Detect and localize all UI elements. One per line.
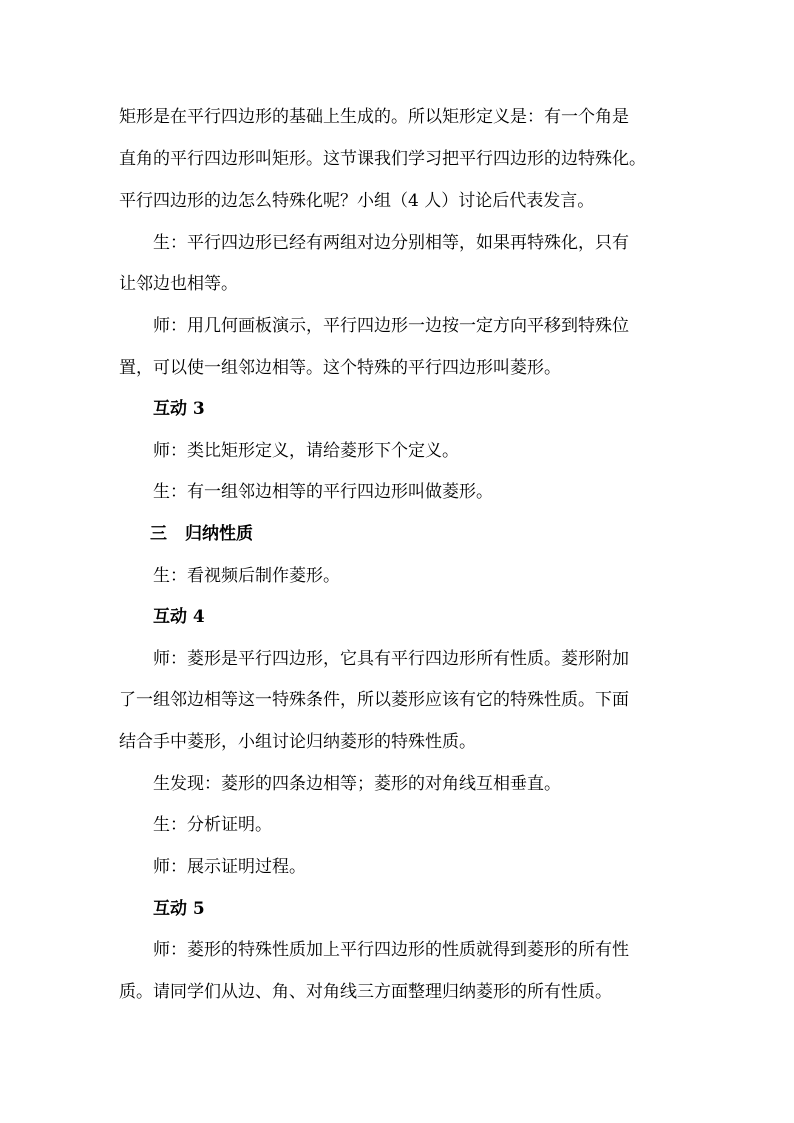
paragraph-line: 生：分析证明。 — [153, 815, 272, 835]
interaction-heading: 互动 3 — [153, 399, 205, 419]
paragraph-line: 质。请同学们从边、角、对角线三方面整理归纳菱形的所有性质。 — [119, 982, 612, 1002]
paragraph-line: 矩形是在平行四边形的基础上生成的。所以矩形定义是：有一个角是 — [119, 107, 629, 127]
paragraph-line: 师：菱形的特殊性质加上平行四边形的性质就得到菱形的所有性 — [153, 940, 629, 960]
paragraph-line: 生：平行四边形已经有两组对边分别相等，如果再特殊化，只有 — [153, 233, 629, 253]
interaction-heading: 互动 5 — [153, 899, 205, 919]
section-title: 归纳性质 — [185, 524, 253, 544]
paragraph-line: 生：看视频后制作菱形。 — [153, 566, 340, 586]
paragraph-line: 了一组邻边相等这一特殊条件，所以菱形应该有它的特殊性质。下面 — [119, 690, 629, 710]
paragraph-line: 置，可以使一组邻边相等。这个特殊的平行四边形叫菱形。 — [119, 358, 561, 378]
section-number: 三 — [150, 524, 167, 544]
paragraph-line: 让邻边也相等。 — [119, 274, 238, 294]
interaction-heading: 互动 4 — [153, 607, 205, 627]
paragraph-line: 师：类比矩形定义，请给菱形下个定义。 — [153, 441, 459, 461]
paragraph-line: 师：用几何画板演示，平行四边形一边按一定方向平移到特殊位 — [153, 316, 629, 336]
paragraph-line: 生：有一组邻边相等的平行四边形叫做菱形。 — [153, 482, 493, 502]
paragraph-line: 生发现：菱形的四条边相等；菱形的对角线互相垂直。 — [153, 774, 561, 794]
paragraph-line: 平行四边形的边怎么特殊化呢？小组（4 人）讨论后代表发言。 — [119, 191, 595, 211]
paragraph-line: 师：菱形是平行四边形，它具有平行四边形所有性质。菱形附加 — [153, 649, 629, 669]
section-heading — [150, 523, 253, 545]
paragraph-line: 师：展示证明过程。 — [153, 857, 306, 877]
paragraph-line: 结合手中菱形，小组讨论归纳菱形的特殊性质。 — [119, 732, 476, 752]
paragraph-line: 直角的平行四边形叫矩形。这节课我们学习把平行四边形的边特殊化。 — [119, 149, 646, 169]
